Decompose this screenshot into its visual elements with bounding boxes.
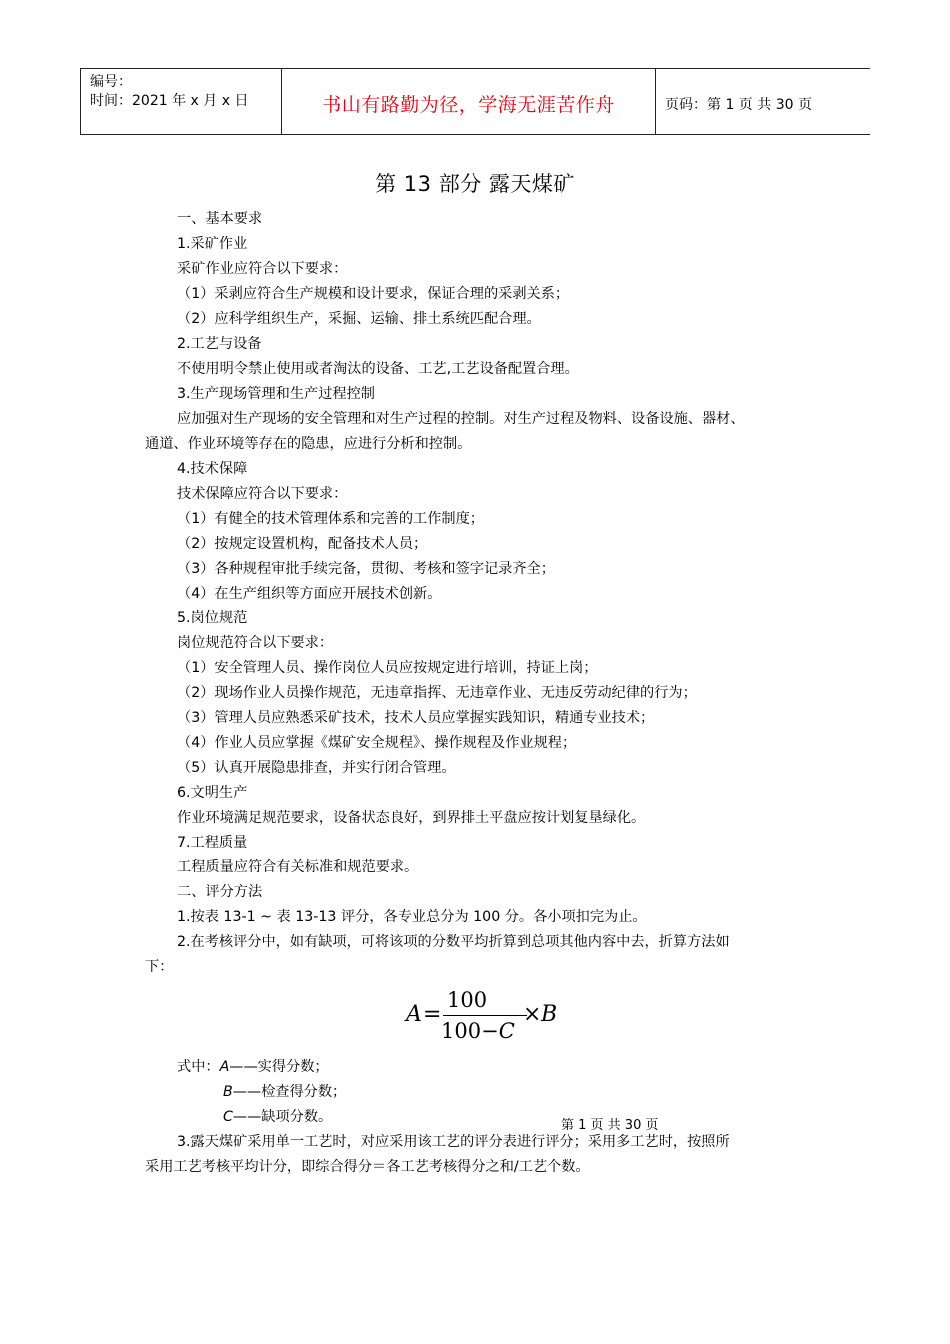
formula-equals: =	[423, 1002, 442, 1027]
paragraph: 技术保障应符合以下要求：	[177, 486, 348, 502]
header-table	[80, 68, 870, 135]
subheading-technical-support: 4.技术保障	[177, 461, 248, 477]
paragraph: 工程质量应符合有关标准和规范要求。	[177, 859, 419, 875]
paragraph: 采矿作业应符合以下要求：	[177, 261, 348, 277]
paragraph: 1.按表 13-1 ~ 表 13-13 评分，各专业总分为 100 分。各小项扣完为止。	[177, 909, 647, 925]
formula-rhs: B	[541, 1002, 558, 1027]
definition-prefix: 式中：	[177, 1059, 220, 1075]
definition-b	[223, 1082, 346, 1102]
definition-c-desc: ——缺项分数。	[232, 1109, 333, 1125]
header-meta-cell	[81, 69, 282, 134]
paragraph-continuation: 采用工艺考核平均计分，即综合得分＝各工艺考核得分之和/工艺个数。	[145, 1159, 590, 1175]
section-title: 第 13 部分 露天煤矿	[375, 172, 575, 196]
definition-b-var: B	[223, 1084, 233, 1100]
definition-c	[223, 1107, 332, 1127]
paragraph: 作业环境满足规范要求，设备状态良好，到界排土平盘应按计划复垦绿化。	[177, 810, 646, 826]
paragraph: 2.在考核评分中，如有缺项，可将该项的分数平均折算到总项其他内容中去，折算方法如	[177, 934, 730, 950]
paragraph-continuation: 下：	[145, 959, 174, 975]
definition-b-desc: ——检查得分数；	[232, 1084, 347, 1100]
paragraph: 应加强对生产现场的安全管理和对生产过程的控制。对生产过程及物料、设备设施、器材、	[177, 411, 745, 427]
subheading-mining-operation: 1.采矿作业	[177, 236, 248, 252]
denominator-variable: C	[498, 1019, 515, 1043]
paragraph: 岗位规范符合以下要求：	[177, 635, 334, 651]
list-item: （2）现场作业人员操作规范，无违章指挥、无违章作业、无违反劳动纪律的行为；	[177, 685, 697, 701]
list-item: （4）在生产组织等方面应开展技术创新。	[177, 586, 442, 602]
heading-basic-requirements: 一、基本要求	[177, 211, 263, 227]
paragraph: 不使用明令禁止使用或者淘汰的设备、工艺,工艺设备配置合理。	[177, 361, 579, 377]
document-number-label: 编号：	[90, 74, 132, 90]
header-page-cell	[656, 69, 871, 134]
fraction-bar	[443, 1015, 527, 1016]
subheading-site-management: 3.生产现场管理和生产过程控制	[177, 386, 375, 402]
list-item: （2）按规定设置机构，配备技术人员；	[177, 536, 428, 552]
formula-lhs: A	[406, 1002, 422, 1027]
list-item: （1）有健全的技术管理体系和完善的工作制度；	[177, 511, 484, 527]
scoring-formula	[406, 990, 566, 1046]
list-item: （4）作业人员应掌握《煤矿安全规程》、操作规程及作业规程；	[177, 735, 577, 751]
subheading-process-equipment: 2.工艺与设备	[177, 336, 262, 352]
document-date: 时间：2021 年 x 月 x 日	[90, 93, 249, 109]
list-item: （5）认真开展隐患排查，并实行闭合管理。	[177, 760, 456, 776]
list-item: （1）安全管理人员、操作岗位人员应按规定进行培训，持证上岗；	[177, 660, 598, 676]
formula-numerator: 100	[447, 988, 488, 1012]
denominator-prefix: 100−	[441, 1019, 499, 1043]
header-page-info: 页码：第 1 页 共 30 页	[665, 97, 812, 113]
list-item: （3）管理人员应熟悉采矿技术，技术人员应掌握实践知识，精通专业技术；	[177, 710, 655, 726]
definition-a-desc: ——实得分数；	[229, 1059, 329, 1075]
subheading-civilized-production: 6.文明生产	[177, 785, 248, 801]
paragraph: 3.露天煤矿采用单一工艺时，对应采用该工艺的评分表进行评分；采用多工艺时，按照所	[177, 1134, 730, 1150]
paragraph-continuation: 通道、作业环境等存在的隐患，应进行分析和控制。	[145, 436, 472, 452]
formula-times: ×	[523, 1002, 542, 1027]
definition-a-var: A	[219, 1059, 230, 1075]
definition-a	[177, 1057, 329, 1077]
page-footer: 第 1 页 共 30 页	[561, 1118, 659, 1133]
list-item: （1）采剥应符合生产规模和设计要求，保证合理的采剥关系；	[177, 286, 570, 302]
heading-scoring-method: 二、评分方法	[177, 884, 263, 900]
definition-c-var: C	[223, 1109, 233, 1125]
list-item: （2）应科学组织生产，采掘、运输、排土系统匹配合理。	[177, 311, 541, 327]
list-item: （3）各种规程审批手续完备，贯彻、考核和签字记录齐全；	[177, 561, 555, 577]
formula-denominator	[441, 1019, 515, 1043]
header-motto: 书山有路勤为径，学海无涯苦作舟	[322, 94, 615, 116]
header-motto-cell	[282, 69, 656, 134]
subheading-engineering-quality: 7.工程质量	[177, 835, 248, 851]
subheading-job-standards: 5.岗位规范	[177, 610, 248, 626]
